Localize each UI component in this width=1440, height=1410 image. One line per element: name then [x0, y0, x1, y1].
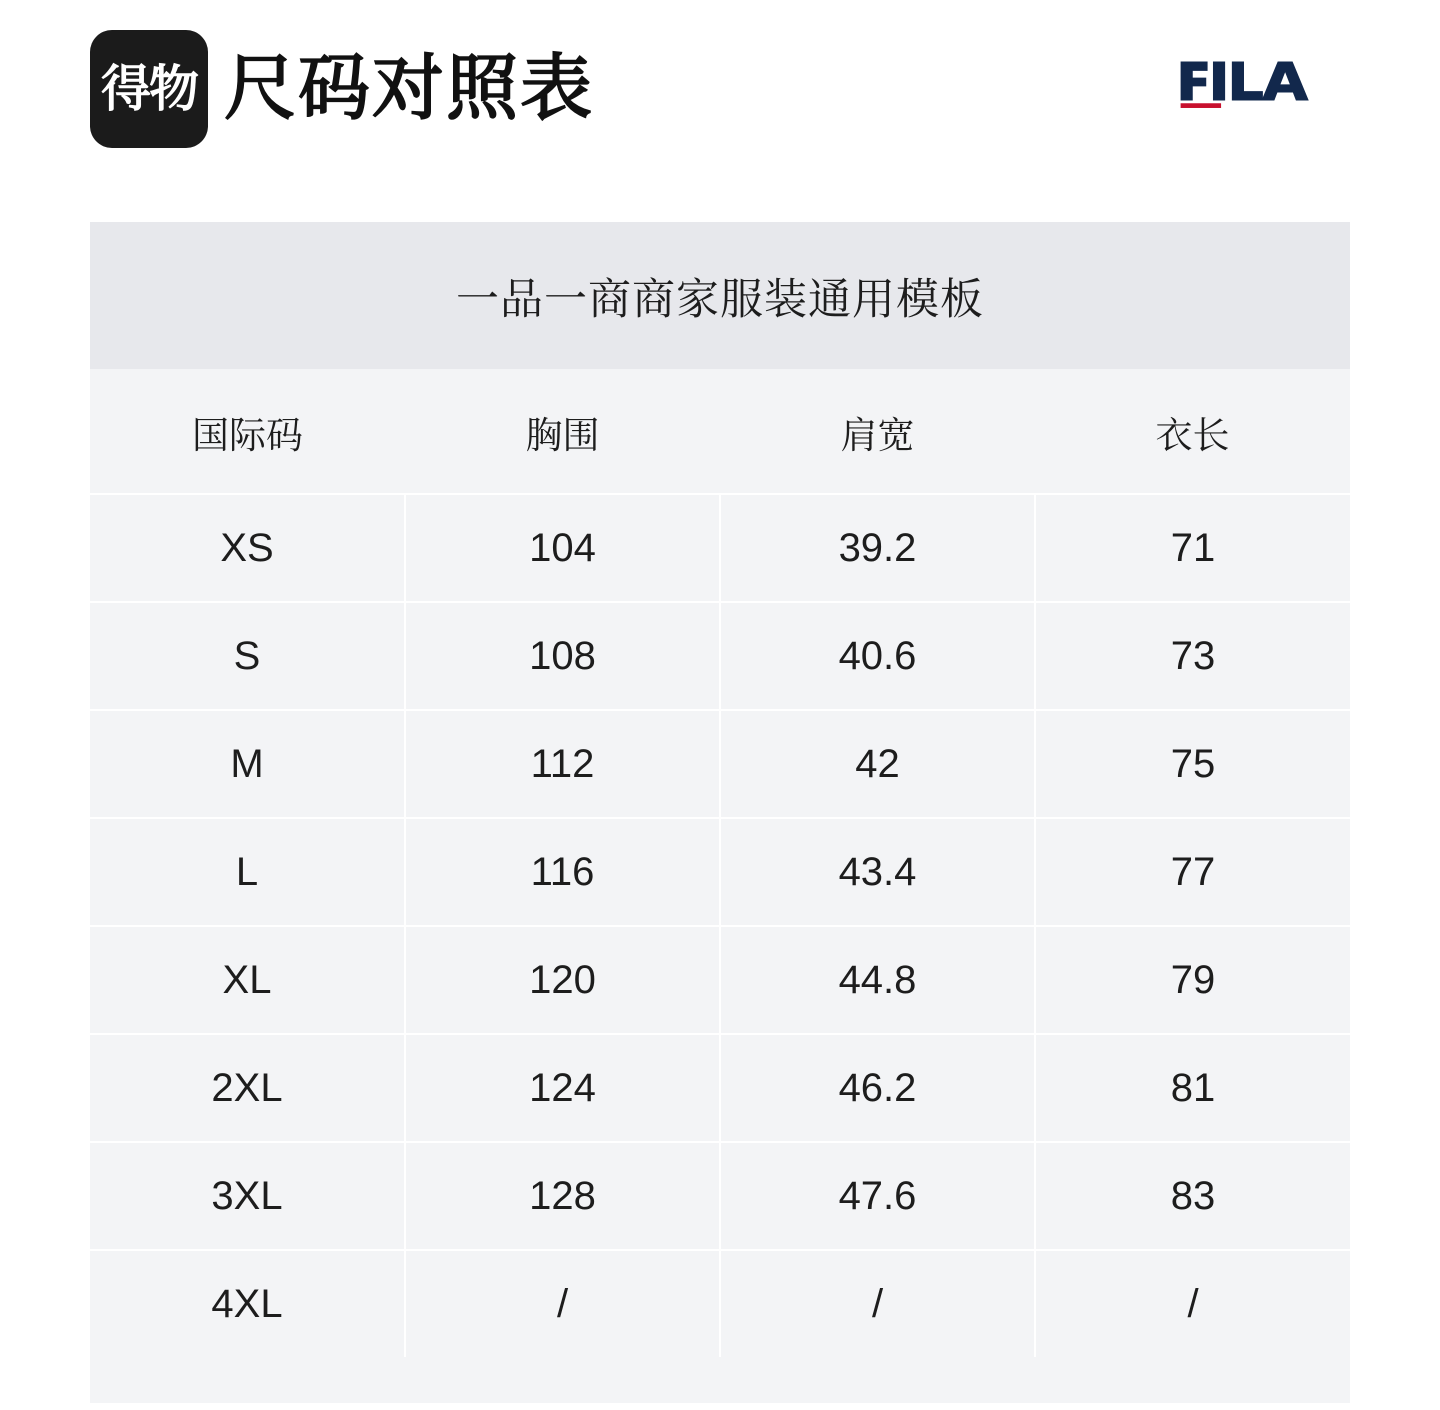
cell-shoulder: / — [720, 1250, 1035, 1357]
cell-length: 79 — [1035, 926, 1350, 1034]
cell-shoulder: 42 — [720, 710, 1035, 818]
cell-chest: / — [405, 1250, 720, 1357]
cell-length: 75 — [1035, 710, 1350, 818]
cell-size: 2XL — [90, 1034, 405, 1142]
fila-logo-icon — [1176, 52, 1312, 110]
column-header-chest: 胸围 — [405, 369, 720, 494]
cell-chest: 120 — [405, 926, 720, 1034]
cell-shoulder: 39.2 — [720, 494, 1035, 602]
size-table-body — [90, 494, 1350, 1357]
page-header — [0, 0, 1440, 200]
cell-chest: 108 — [405, 602, 720, 710]
cell-shoulder: 40.6 — [720, 602, 1035, 710]
cell-size: M — [90, 710, 405, 818]
size-table — [90, 369, 1350, 1357]
table-row — [90, 926, 1350, 1034]
table-row — [90, 602, 1350, 710]
cell-size: S — [90, 602, 405, 710]
cell-length: / — [1035, 1250, 1350, 1357]
cell-shoulder: 46.2 — [720, 1034, 1035, 1142]
sheet-bottom-padding — [90, 1357, 1350, 1403]
cell-length: 83 — [1035, 1142, 1350, 1250]
cell-shoulder: 44.8 — [720, 926, 1035, 1034]
table-row — [90, 818, 1350, 926]
sheet-title: 一品一商商家服装通用模板 — [90, 222, 1350, 369]
cell-length: 71 — [1035, 494, 1350, 602]
cell-chest: 104 — [405, 494, 720, 602]
cell-size: XS — [90, 494, 405, 602]
cell-size: XL — [90, 926, 405, 1034]
brand-row — [90, 0, 1350, 148]
cell-length: 81 — [1035, 1034, 1350, 1142]
cell-chest: 124 — [405, 1034, 720, 1142]
table-row — [90, 1142, 1350, 1250]
table-row — [90, 1034, 1350, 1142]
size-chart-sheet — [90, 222, 1350, 1403]
cell-length: 77 — [1035, 818, 1350, 926]
column-header-size: 国际码 — [90, 369, 405, 494]
cell-shoulder: 47.6 — [720, 1142, 1035, 1250]
cell-length: 73 — [1035, 602, 1350, 710]
cell-chest: 116 — [405, 818, 720, 926]
cell-chest: 128 — [405, 1142, 720, 1250]
cell-size: 3XL — [90, 1142, 405, 1250]
cell-size: L — [90, 818, 405, 926]
table-row — [90, 494, 1350, 602]
column-header-length: 衣长 — [1035, 369, 1350, 494]
cell-size: 4XL — [90, 1250, 405, 1357]
column-header-shoulder: 肩宽 — [720, 369, 1035, 494]
size-table-head — [90, 369, 1350, 494]
page-title: 尺码对照表 — [224, 49, 595, 129]
table-header-row — [90, 369, 1350, 494]
dewu-logo-text: 得物 — [101, 60, 197, 118]
table-row — [90, 1250, 1350, 1357]
cell-chest: 112 — [405, 710, 720, 818]
cell-shoulder: 43.4 — [720, 818, 1035, 926]
dewu-logo-icon — [90, 30, 208, 148]
table-row — [90, 710, 1350, 818]
